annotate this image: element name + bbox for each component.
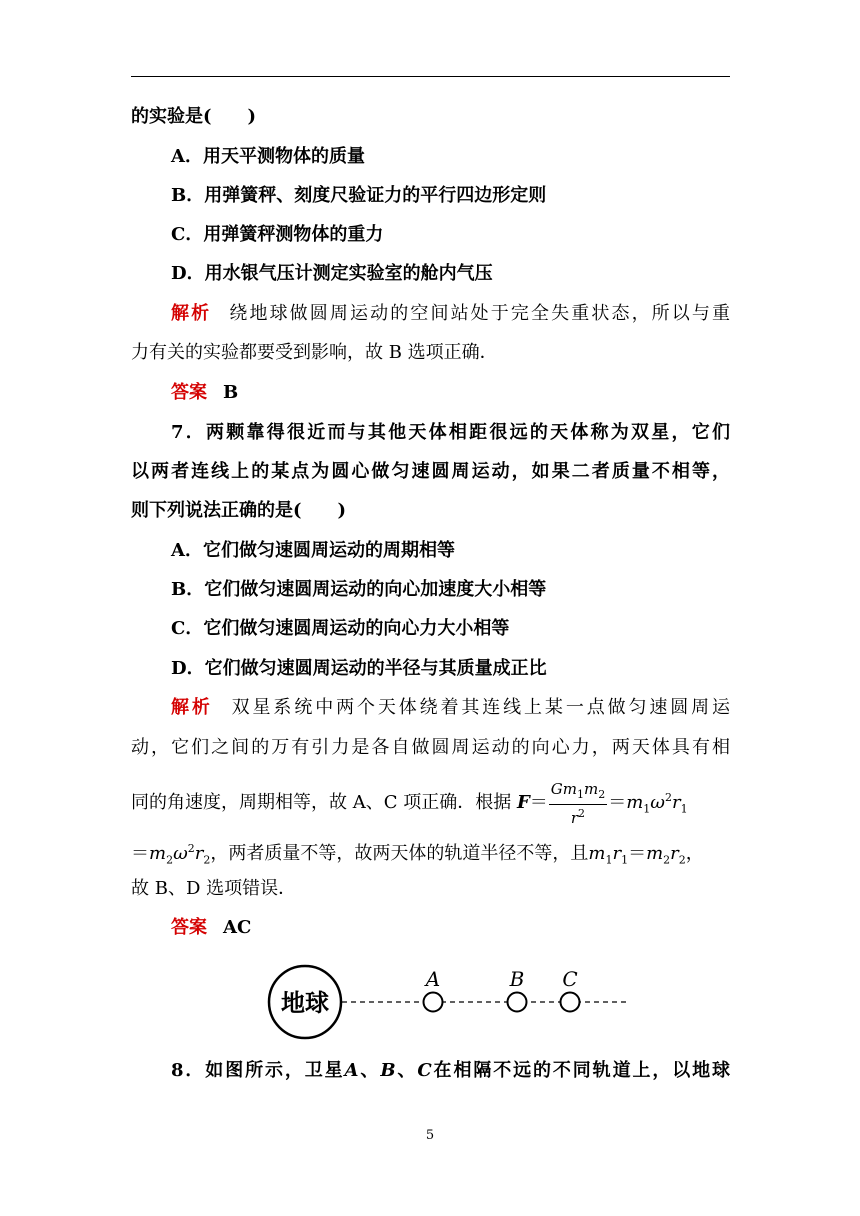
q6-analysis-line2: 力有关的实验都要受到影响，故 B 选项正确． [131,342,498,363]
formula-den-r: r [570,808,579,827]
page-number: 5 [425,1128,435,1143]
formula-omega1-sup: 2 [664,791,672,804]
formula-fraction [549,780,607,827]
formula-r1b: r [612,843,622,864]
q7-answer-label: 答案 [171,917,207,938]
formula-m2-sub: 2 [166,853,174,867]
q7-option-a: A．它们做匀速圆周运动的周期相等 [171,540,455,561]
q7-stem-line3: 则下列说法正确的是( ) [131,500,347,521]
satellite-b [508,993,527,1012]
formula-eq: ＝ [529,792,548,813]
satellite-b-label: B [509,967,525,991]
formula-m1b: m [588,843,606,864]
satellite-c [561,993,580,1012]
formula-eq3: ＝ [131,843,149,864]
q7-analysis-line1 [171,695,730,721]
q7-analysis-line5: 故 B、D 选项错误． [131,878,297,899]
q8-sat-a: A [344,1060,359,1081]
q8-stem-tail: 在相隔不远的不同轨道上，以地球 [431,1060,731,1081]
formula-num-gm: Gm [550,779,577,798]
formula-num-sub2: 2 [598,787,606,801]
formula-omega1: ω [650,792,665,813]
q7-analysis-text1: 双星系统中两个天体绕着其连线上某一点做匀速圆周运 [228,697,731,718]
formula-r2: r [194,843,204,864]
formula-F: F [516,792,530,813]
q8-stem-line1 [171,1058,730,1084]
q6-answer-label: 答案 [171,382,207,403]
formula-r2b-sub: 2 [678,853,686,867]
q6-analysis-text1: 绕地球做圆周运动的空间站处于完全失重状态，所以与重 [227,303,731,324]
formula-m2: m [149,843,167,864]
formula-m1b-sub: 1 [605,853,613,867]
q6-option-a: A．用天平测物体的质量 [171,146,365,167]
q7-analysis-text4: ，两者质量不等，故两天体的轨道半径不等，且 [210,843,589,864]
q6-stem-tail: 的实验是( ) [131,106,257,127]
q8-sat-b: B [380,1060,396,1081]
q8-sep1: 、 [358,1060,381,1081]
earth-label: 地球 [281,988,329,1017]
q7-analysis-line2: 动，它们之间的万有引力是各自做圆周运动的向心力，两天体具有相 [131,737,730,758]
satellite-a-label: A [425,967,441,991]
formula-den-sup: 2 [578,806,586,820]
satellite-figure [260,962,640,1042]
formula-num-sub1: 1 [576,787,584,801]
q8-sat-c: C [417,1060,432,1081]
q7-answer-line [171,915,251,941]
formula-eq4: ＝ [628,843,647,864]
formula-omega2: ω [173,843,188,864]
q6-option-b: B．用弹簧秤、刻度尺验证力的平行四边形定则 [171,185,547,206]
formula-r2b: r [670,843,679,864]
q7-option-b: B．它们做匀速圆周运动的向心加速度大小相等 [171,579,547,600]
q7-option-d: D．它们做匀速圆周运动的半径与其质量成正比 [171,658,547,679]
formula-r1-sub: 1 [680,802,688,816]
q7-analysis-line3 [131,776,688,832]
q7-analysis-label: 解析 [171,697,213,718]
q7-option-c: C．它们做匀速圆周运动的向心力大小相等 [171,618,510,639]
formula-m1-sub: 1 [643,802,651,816]
formula-m2b: m [646,843,664,864]
formula-num-m: m [583,779,599,798]
q6-option-d: D．用水银气压计测定实验室的舱内气压 [171,263,493,284]
satellite-a [424,993,443,1012]
q6-option-c: C．用弹簧秤测物体的重力 [171,224,384,245]
q7-stem-line1: 7．两颗靠得很近而与其他天体相距很远的天体称为双星，它们 [171,422,730,443]
formula-omega2-sup: 2 [187,842,195,855]
satellite-c-label: C [562,967,578,991]
formula-m2b-sub: 2 [663,853,671,867]
q7-analysis-line4: $=m_2\omega^2r_2$，两者质量不等，故两天体的轨道半径不等，且$m_1r_1=m_2r_2$， [131,842,704,867]
formula-m1: m [626,792,644,813]
header-rule [131,76,730,77]
q7-analysis-text3: 同的角速度，周期相等，故 A、C 项正确．根据 [131,792,512,813]
q6-answer-line [171,380,238,406]
q6-answer-value: B [223,382,239,403]
q7-answer-value: AC [223,917,252,938]
formula-r1b-sub: 1 [621,853,629,867]
q6-analysis-label: 解析 [171,303,212,324]
q8-stem-text: 8．如图所示，卫星 [171,1060,345,1081]
q8-sep2: 、 [395,1060,418,1081]
formula-r2-sub: 2 [203,853,211,867]
formula-r1: r [671,792,681,813]
formula-eq2: ＝ [608,792,627,813]
q7-stem-line2: 以两者连线上的某点为圆心做匀速圆周运动，如果二者质量不相等， [131,461,730,482]
q6-analysis-line1 [171,301,730,327]
